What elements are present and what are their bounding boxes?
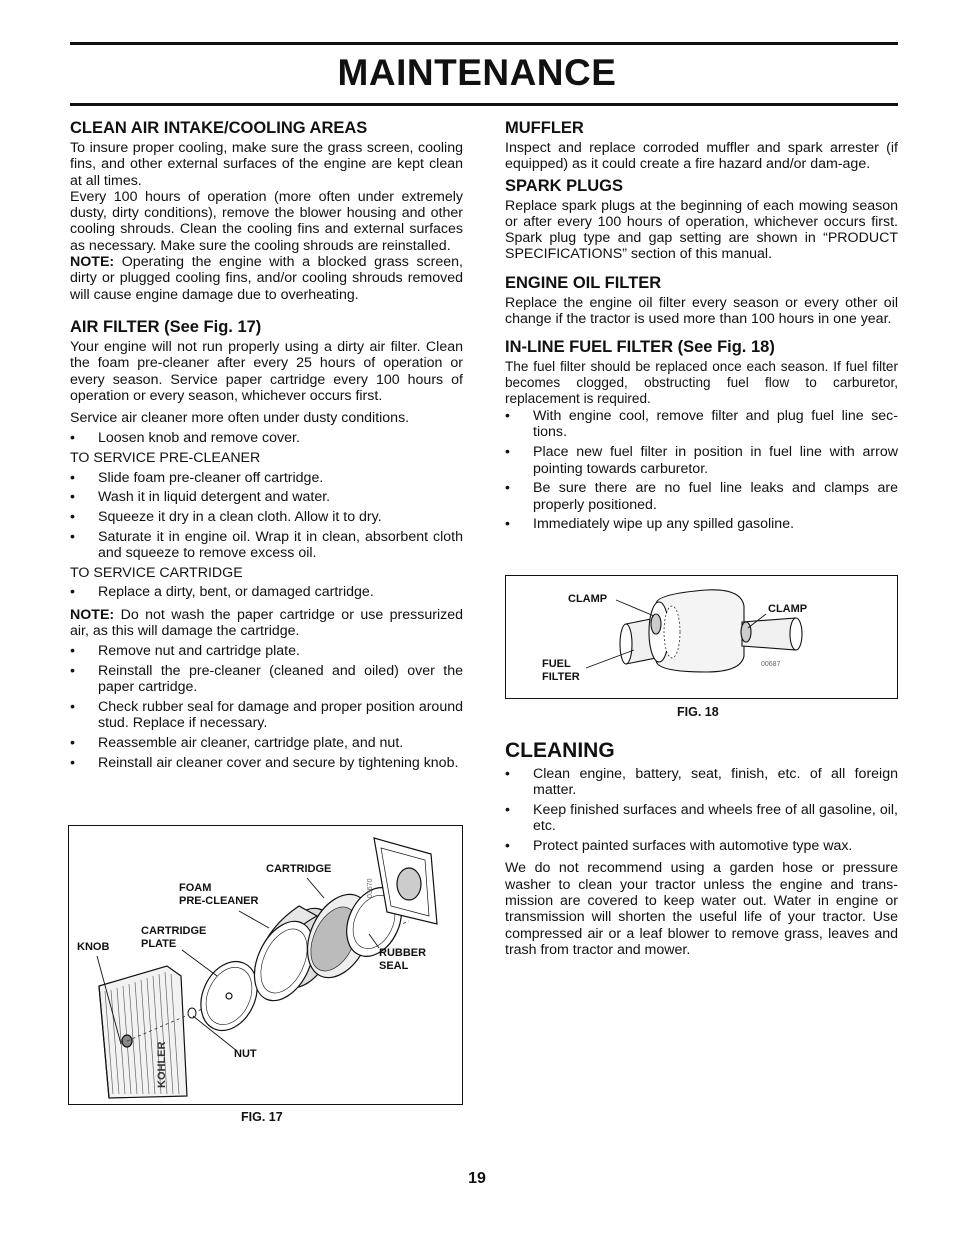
list-item: • Be sure there are no fuel line leaks and clamps are properly positioned.	[505, 480, 898, 513]
list-item: • Reinstall air cleaner cover and secure by tightening knob.	[70, 755, 463, 771]
list-item: • Place new fuel filter in position in fuel line with arrow pointing towards carburetor.	[505, 444, 898, 477]
air-filter-note	[70, 607, 463, 640]
air-filter-paragraph-2: Service air cleaner more often under dusty conditions.	[70, 410, 410, 427]
list-item: • Reinstall the pre-cleaner (cleaned and oiled) over the paper cartridge.	[70, 663, 463, 696]
label-foam-pre-cleaner: FOAM PRE-CLEANER	[179, 882, 259, 907]
label-cartridge: CARTRIDGE	[266, 863, 332, 875]
list-item: • Loosen knob and remove cover.	[70, 430, 463, 446]
list-item: • Reassemble air cleaner, cartridge plate, and nut.	[70, 735, 463, 751]
note-label: NOTE:	[70, 606, 115, 623]
label-clamp-left: CLAMP	[568, 593, 608, 605]
label-rubber-seal: RUBBER SEAL	[379, 947, 427, 972]
label-nut: NUT	[234, 1048, 257, 1060]
list-item: • Protect painted surfaces with automotive type wax.	[505, 838, 898, 854]
list-item: • Saturate it in engine oil. Wrap it in clean, absorbent cloth and squeeze to remove excess oil.	[70, 529, 463, 562]
label-fuel-filter: FUEL FILTER	[542, 658, 580, 683]
clean-air-heading: CLEAN AIR INTAKE/COOLING AREAS	[70, 119, 368, 137]
label-cartridge-plate: CARTRIDGE PLATE	[141, 925, 207, 950]
air-filter-bullets-2	[70, 470, 463, 562]
air-filter-paragraph-1: Your engine will not run properly using a dirty air filter. Clean the foam pre-cleaner after every 25 hours of operation or every season. Service paper cartridge every 100 hours of operation or every season, whichever occurs first.	[70, 338, 463, 404]
list-item: • Remove nut and cartridge plate.	[70, 643, 463, 659]
note-text: Do not wash the paper cartridge or use pressurized air, as this will damage the cartridge.	[70, 606, 463, 639]
note-text: Operating the engine with a blocked grass screen, dirty or plugged cooling fins, and/or cooling shrouds removed will cause engine damage due to overheating.	[70, 254, 463, 303]
list-item: • Immediately wipe up any spilled gasoline.	[505, 516, 898, 532]
note-label: NOTE:	[70, 254, 115, 271]
title-underline	[70, 103, 898, 106]
air-filter-bullets-3	[70, 584, 463, 600]
nut-part	[188, 1008, 196, 1018]
page-number: 19	[468, 1170, 486, 1187]
list-item: • Clean engine, battery, seat, finish, etc. of all foreign matter.	[505, 766, 898, 799]
label-knob: KNOB	[77, 941, 110, 953]
list-item: • Slide foam pre-cleaner off cartridge.	[70, 470, 463, 486]
figure-17-caption: FIG. 17	[241, 1110, 283, 1124]
figure-18	[505, 575, 898, 699]
air-filter-heading: AIR FILTER (See Fig. 17)	[70, 317, 262, 336]
top-rule	[70, 42, 898, 45]
brand-label: KOHLER	[156, 1041, 168, 1088]
page-title: MAINTENANCE	[337, 52, 617, 93]
air-filter-bullets-4	[70, 643, 463, 771]
muffler-paragraph: Inspect and replace corroded muffler and spark arrester (if equipped) as it could create a fire hazard and/or dam-age.	[505, 140, 898, 173]
list-item: • Wash it in liquid detergent and water.	[70, 489, 463, 505]
cleaning-heading: CLEANING	[505, 739, 615, 762]
pre-cleaner-subheading: TO SERVICE PRE-CLEANER	[70, 450, 261, 467]
engine-oil-filter-paragraph: Replace the engine oil filter every season or every other oil change if the tractor is used more than 100 hours in one year.	[505, 294, 898, 328]
figure-17	[68, 825, 463, 1105]
muffler-heading: MUFFLER	[505, 119, 584, 137]
fuel-filter-paragraph: The fuel filter should be replaced once each season. If fuel filter becomes clogged, obstructing fuel flow to carburetor, replacement is required.	[505, 359, 898, 406]
cleaning-bullets	[505, 766, 898, 854]
figure-18-caption: FIG. 18	[677, 705, 719, 719]
air-filter-bullets-1	[70, 430, 463, 446]
left-column	[70, 118, 463, 775]
list-item: • Check rubber seal for damage and proper position around stud. Replace if necessary.	[70, 699, 463, 732]
figure-code: 00687	[761, 661, 781, 668]
fuel-filter-heading: IN-LINE FUEL FILTER (See Fig. 18)	[505, 338, 775, 357]
list-item: • Squeeze it dry in a clean cloth. Allow it to dry.	[70, 509, 463, 525]
spark-plugs-heading: SPARK PLUGS	[505, 176, 623, 195]
air-cleaner-cover	[99, 966, 187, 1098]
cartridge-subheading: TO SERVICE CARTRIDGE	[70, 565, 243, 582]
label-clamp-right: CLAMP	[768, 603, 808, 615]
cleaning-section	[505, 738, 898, 958]
clean-air-note	[70, 254, 463, 303]
fuel-filter-bullets	[505, 408, 898, 533]
engine-oil-filter-heading: ENGINE OIL FILTER	[505, 273, 662, 292]
cleaning-paragraph: We do not recommend using a garden hose or pressure washer to clean your tractor unless the engine and trans-mission are covered to keep water out. Water in engine or transmission will shorten the useful life of your tractor. Use compressed air or a leaf blower to remove grass, leaves and trash from tractor and mower.	[505, 860, 898, 958]
clean-air-paragraph-2: Every 100 hours of operation (more often under extremely dusty, dirty conditions), remove the blower housing and other cooling shrouds. Clean the cooling fins and external surfaces as necessary. Make sure the cooling shrouds are reinstalled.	[70, 188, 463, 254]
spark-plugs-paragraph: Replace spark plugs at the beginning of each mowing season or after every 100 hours of operation, whichever occurs first. Spark plug type and gap setting are shown in “PRODUCT SPECIFICATIONS” section of this manual.	[505, 197, 898, 263]
right-column	[505, 118, 898, 536]
figure-code: 03670	[367, 878, 374, 898]
list-item: • Keep finished surfaces and wheels free of all gasoline, oil, etc.	[505, 802, 898, 835]
list-item: • Replace a dirty, bent, or damaged cartridge.	[70, 584, 463, 600]
list-item: • With engine cool, remove filter and plug fuel line sec-tions.	[505, 408, 898, 441]
clean-air-paragraph-1: To insure proper cooling, make sure the grass screen, cooling fins, and other external surfaces of the engine are kept clean at all times.	[70, 140, 463, 189]
